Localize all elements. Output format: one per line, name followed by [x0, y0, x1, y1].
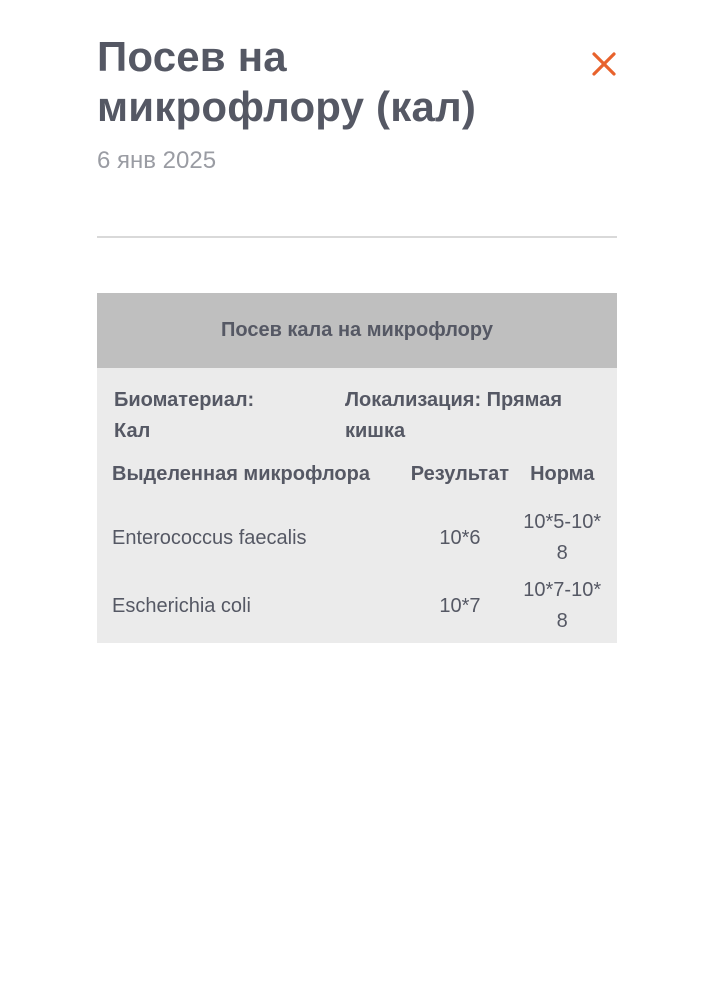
- norm-cell: 10*5-10*8: [523, 511, 602, 564]
- organism-cell: Enterococcus faecalis: [112, 526, 307, 549]
- page-title: Посев на микрофлору (кал): [97, 33, 477, 130]
- results-card: [97, 293, 617, 643]
- norm-cell: 10*7-10*8: [523, 579, 602, 632]
- close-icon: [588, 48, 620, 80]
- biomaterial-label: Биоматериал:: [114, 389, 255, 411]
- result-cell: 10*6: [439, 526, 481, 549]
- column-header-result: Результат: [410, 463, 510, 485]
- biomaterial-value: Кал: [114, 420, 151, 442]
- result-cell: 10*7: [439, 594, 481, 617]
- organism-cell: Escherichia coli: [112, 594, 251, 617]
- result-date: 6 янв 2025: [97, 147, 217, 174]
- localization-label: Локализация:: [345, 389, 482, 411]
- card-title: Посев кала на микрофлору: [97, 293, 617, 368]
- column-header-organism: Выделенная микрофлора: [112, 463, 370, 485]
- close-button[interactable]: [588, 48, 620, 80]
- localization: [345, 385, 600, 447]
- page-header: [97, 32, 617, 176]
- divider: [97, 236, 617, 238]
- table-header-row: [97, 459, 617, 504]
- sample-meta: [97, 368, 617, 447]
- localization-value: Прямая кишка: [345, 389, 562, 442]
- column-header-norm: Норма: [530, 463, 595, 485]
- results-table: [97, 459, 617, 643]
- biomaterial: [114, 385, 345, 447]
- table-row: [97, 572, 617, 643]
- table-row: [97, 504, 617, 572]
